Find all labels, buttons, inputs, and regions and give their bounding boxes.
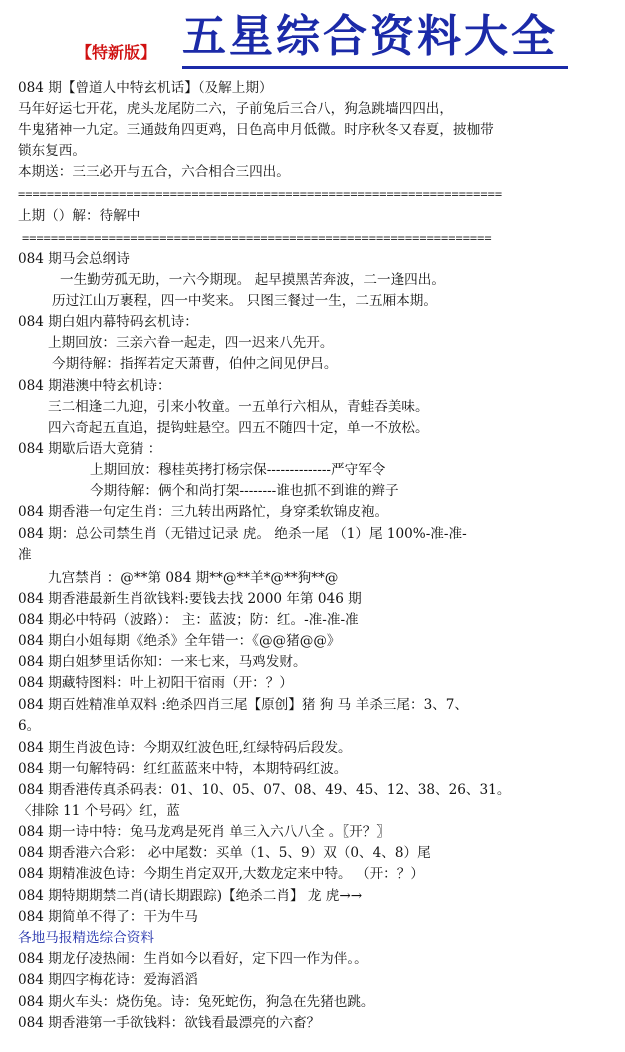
text-line: 各地马报精选综合资料	[18, 930, 154, 946]
text-line: 084 期特期期禁二肖(请长期跟踪)【绝杀二肖】 龙 虎→→	[18, 888, 363, 904]
edition-badge: 【特新版】	[76, 43, 157, 62]
text-line: 084 期【曾道人中特玄机话】（及解上期）	[18, 80, 273, 96]
text-line: 084 期香港第一手欲钱料：欲钱看最漂亮的六畜？	[18, 1015, 321, 1031]
text-line: 〈排除 11 个号码〉红，蓝	[18, 803, 180, 819]
text-line: 四六奇起五直追，提钩蛀悬空。四五不随四十定，单一不放松。	[48, 420, 429, 436]
text-line: 084 期一句解特码：红红蓝蓝来中特，本期特码红波。	[18, 761, 348, 777]
text-line: 准	[18, 547, 32, 563]
page-header	[0, 0, 625, 72]
text-line: 084 期歇后语大竟猜 ：	[18, 441, 162, 457]
text-line: 6。	[18, 718, 41, 734]
text-line: 084 期精准波色诗：今期生肖定双开,大数龙定来中特。 （开：？）	[18, 866, 424, 882]
text-line: 084 期百姓精准单双料 :绝杀四肖三尾【原创】猪 狗 马 羊杀三尾：3、7、	[18, 697, 469, 713]
text-line: 084 期马会总纲诗	[18, 251, 130, 267]
text-line: 084 期一诗中特：兔马龙鸡是死肖 单三入六八八全 。〖开？〗	[18, 824, 390, 840]
text-line: 084 期必中特码（波路）： 主：蓝波；防：红。-准-准-准	[18, 612, 359, 628]
text-line: 本期送：三三必开与五合，六合相合三四出。	[18, 164, 290, 180]
text-line: 上期回放：穆桂英拷打杨宗保--------------严守军令	[90, 462, 386, 478]
text-line: 084 期简单不得了：干为牛马	[18, 909, 198, 925]
text-line: 084 期港澳中特玄机诗：	[18, 378, 171, 394]
text-line: 锁东复西。	[18, 143, 86, 159]
separator-line: =================================================================	[22, 231, 492, 245]
text-line: 084 期：总公司禁生肖（无错过记录 虎。 绝杀一尾 （1）尾 100%-准-准-	[18, 526, 467, 542]
text-line: 上期回放：三亲六眷一起走，四一迟来八先开。	[48, 335, 334, 351]
text-line: 马年好运七开花，虎头龙尾防二六，子前兔后三合八，狗急跳墙四四出，	[18, 101, 453, 117]
title-underline	[182, 66, 568, 69]
text-line: 084 期香港六合彩： 必中尾数：买单（1、5、9）双（0、4、8）尾	[18, 845, 431, 861]
text-line: 上期（）解：待解中	[18, 208, 141, 224]
text-line: 九宫禁肖 ：@**第 084 期**@**羊*@**狗**@	[48, 570, 339, 586]
text-line: 084 期白小姐每期《绝杀》全年错一：《@@猪@@》	[18, 633, 341, 649]
text-line: 历过江山万裹程，四一中奖来。 只图三餐过一生，二五厢本期。	[52, 293, 437, 309]
text-line: 084 期生肖波色诗：今期双红波色旺,红绿特码后段发。	[18, 740, 352, 756]
text-line: 084 期香港传真杀码表：01、10、05、07、08、49、45、12、38、26、31。	[18, 782, 511, 798]
text-line: 084 期白姐内幕特码玄机诗：	[18, 314, 198, 330]
text-line: 三二相逢二九迎，引来小牧童。一五单行六相从，青蛙吞美味。	[48, 399, 429, 415]
text-line: 084 期藏特图料：叶上初阳干宿雨（开：？）	[18, 675, 293, 691]
text-line: 084 期香港一句定生肖：三九转出两路忙，身穿柔软锦皮袍。	[18, 504, 389, 520]
separator-line: ===================================================================	[18, 187, 503, 201]
text-line: 今期待解：指挥若定天萧曹，伯仲之间见伊吕。	[52, 356, 338, 372]
text-line: 084 期龙仔凌热闹：生肖如今以看好，定下四一作为伴。。	[18, 951, 368, 967]
text-line: 084 期白姐梦里话你知：一来七来，马鸡发财。	[18, 654, 307, 670]
page-title: 五星综合资料大全	[182, 11, 558, 62]
text-line: 084 期火车头：烧伤兔。诗：兔死蛇伤，狗急在先猪也跳。	[18, 994, 375, 1010]
text-line: 084 期四字梅花诗：爱海滔滔	[18, 972, 198, 988]
text-line: 牛鬼猪神一九定。三通鼓角四更鸡，日色高申月低微。时序秋冬又春夏，披枷带	[18, 122, 494, 138]
text-line: 084 期香港最新生肖欲钱料:要钱去找 2000 年第 046 期	[18, 591, 362, 607]
text-line: 一生勤劳孤无助，一六今期现。 起早摸黑苦奔波，二一逢四出。	[60, 272, 445, 288]
text-line: 今期待解：俩个和尚打架--------谁也抓不到谁的辫子	[90, 483, 399, 499]
